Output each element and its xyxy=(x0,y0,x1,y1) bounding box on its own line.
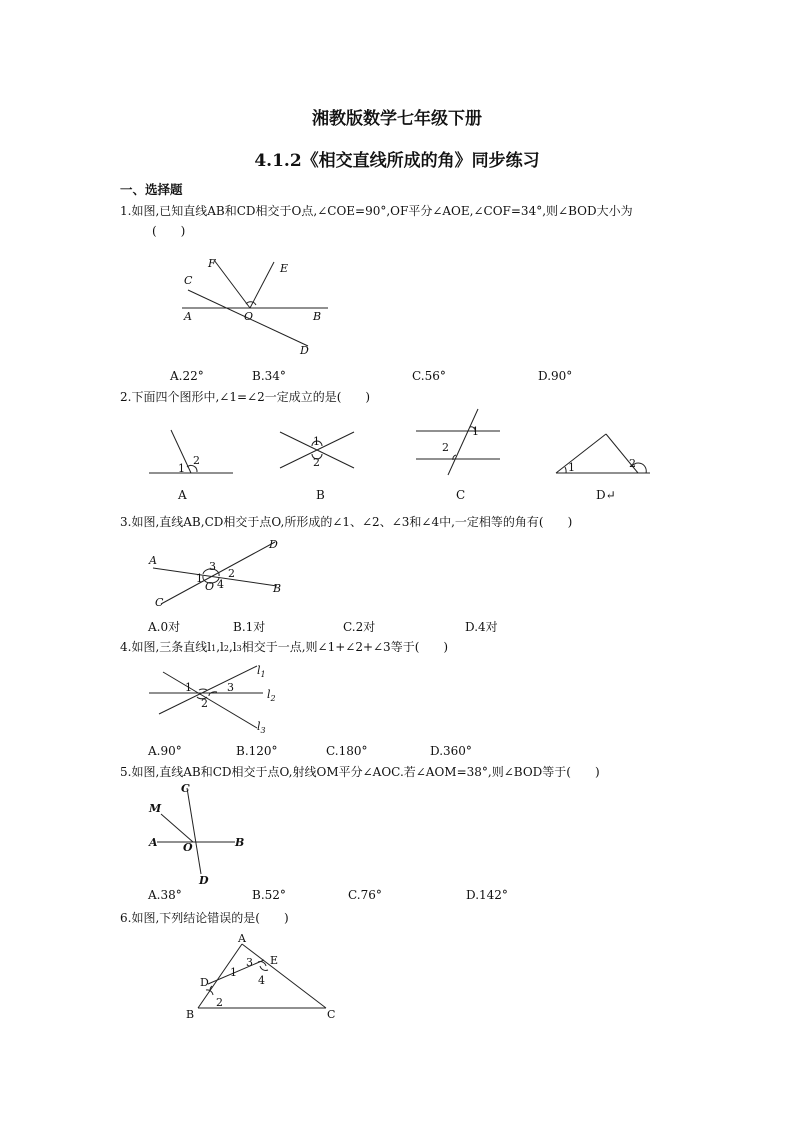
q4-option-b[interactable]: B.120° xyxy=(236,744,278,758)
q3-label-o: O xyxy=(205,580,215,593)
q6-angle-2: 2 xyxy=(216,996,223,1009)
q6-label-d: D xyxy=(200,976,209,989)
q3-option-b[interactable]: B.1对 xyxy=(233,620,266,634)
question-5-figure xyxy=(145,778,255,888)
q2-caption-d[interactable]: D↵ xyxy=(596,488,616,502)
q1-label-b: B xyxy=(313,310,322,323)
q4-label-l2: $l_2$ xyxy=(267,688,276,703)
q4-option-a[interactable]: A.90° xyxy=(148,744,182,758)
q2-caption-a[interactable]: A xyxy=(178,488,187,502)
q4-option-c[interactable]: C.180° xyxy=(326,744,368,758)
question-3-text: 3.如图,直线AB,CD相交于点O,所形成的∠1、∠2、∠3和∠4中,一定相等的角有( ) xyxy=(120,515,573,529)
q3-option-c[interactable]: C.2对 xyxy=(343,620,376,634)
q2b-angle-2: 2 xyxy=(313,456,320,469)
q3-angle-4: 4 xyxy=(217,578,224,591)
question-3-figure xyxy=(145,536,285,608)
ray-of xyxy=(214,260,250,308)
q3-label-b: B xyxy=(273,582,282,595)
q1-label-o: O xyxy=(244,310,254,323)
q6-angle-1: 1 xyxy=(230,966,237,979)
q5-option-b[interactable]: B.52° xyxy=(252,888,286,902)
ray-oe xyxy=(250,262,274,308)
q1-option-c[interactable]: C.56° xyxy=(412,369,446,383)
q2d-angle-1: 1 xyxy=(568,461,575,474)
page-subtitle: 4.1.2《相交直线所成的角》同步练习 xyxy=(254,151,540,171)
q6-label-a: A xyxy=(238,932,246,945)
question-2-figure-a xyxy=(145,420,237,480)
q5-option-a[interactable]: A.38° xyxy=(148,888,182,902)
question-2-text: 2.下面四个图形中,∠1=∠2一定成立的是( ) xyxy=(120,390,371,404)
question-1-text: 1.如图,已知直线AB和CD相交于O点,∠COE=90°,OF平分∠AOE,∠COF=34°,则∠BOD大小为 xyxy=(120,204,633,218)
q1-option-d[interactable]: D.90° xyxy=(538,369,573,383)
q3-option-d[interactable]: D.4对 xyxy=(465,620,498,634)
question-4-text: 4.如图,三条直线l1,l2,l3相交于一点,则∠1+∠2+∠3等于( ) xyxy=(120,640,449,654)
q5-label-o: O xyxy=(183,841,193,854)
q4-label-l3: $l_3$ xyxy=(257,720,266,735)
q3-option-a[interactable]: A.0对 xyxy=(148,620,181,634)
q2a-angle-1: 1 xyxy=(178,462,185,475)
q3-label-c: C xyxy=(155,596,164,608)
q6-angle-3: 3 xyxy=(246,956,253,969)
q5-label-d: D xyxy=(199,874,209,887)
q5-label-b: B xyxy=(235,836,245,849)
q2d-angle-2: 2 xyxy=(629,457,636,470)
q1-label-d: D xyxy=(300,344,309,357)
question-1-figure xyxy=(170,252,340,358)
q5-option-d[interactable]: D.142° xyxy=(466,888,508,902)
q2-caption-c[interactable]: C xyxy=(456,488,466,502)
q4-option-d[interactable]: D.360° xyxy=(430,744,472,758)
question-5-text: 5.如图,直线AB和CD相交于点O,射线OM平分∠AOC.若∠AOM=38°,则∠BOD等于( ) xyxy=(120,765,600,779)
q4-label-l1: $l_1$ xyxy=(257,664,266,679)
q5-label-a: A xyxy=(149,836,158,849)
question-4-figure xyxy=(145,660,285,736)
q1-label-c: C xyxy=(184,274,193,287)
page-title: 湘教版数学七年级下册 xyxy=(312,109,482,129)
q4-angle-1: 1 xyxy=(185,681,192,694)
q3-angle-3: 3 xyxy=(209,560,216,573)
q5-label-m: M xyxy=(149,802,162,815)
q6-label-e: E xyxy=(270,954,279,967)
question-6-figure xyxy=(180,928,350,1024)
q6-label-b: B xyxy=(186,1008,195,1021)
q5-option-c[interactable]: C.76° xyxy=(348,888,382,902)
q1-label-e: E xyxy=(280,262,289,275)
question-6-text: 6.如图,下列结论错误的是( ) xyxy=(120,911,289,925)
q2b-angle-1: 1 xyxy=(313,435,320,448)
q5-label-c: C xyxy=(181,782,190,795)
question-2-figure-d xyxy=(552,425,654,481)
q3-angle-2: 2 xyxy=(228,567,235,580)
section-heading: 一、选择题 xyxy=(120,182,183,197)
q2-caption-b[interactable]: B xyxy=(316,488,325,502)
q6-label-c: C xyxy=(327,1008,336,1021)
question-2-figure-b xyxy=(272,420,362,480)
q1-option-a[interactable]: A.22° xyxy=(170,369,204,383)
q3-label-a: A xyxy=(149,554,157,567)
q2c-angle-1: 1 xyxy=(472,425,479,438)
q4-angle-3: 3 xyxy=(227,681,234,694)
q1-option-b[interactable]: B.34° xyxy=(252,369,286,383)
question-1-blank: ( ) xyxy=(152,224,186,238)
q4-angle-2: 2 xyxy=(201,697,208,710)
question-2-figure-c xyxy=(412,405,504,477)
q2a-angle-2: 2 xyxy=(193,454,200,467)
q6-angle-4: 4 xyxy=(258,974,265,987)
q1-label-a: A xyxy=(184,310,192,323)
q1-label-f: F xyxy=(208,257,216,270)
q3-angle-1: 1 xyxy=(196,572,203,585)
q2c-angle-2: 2 xyxy=(442,441,449,454)
q3-label-d: D xyxy=(269,538,278,551)
